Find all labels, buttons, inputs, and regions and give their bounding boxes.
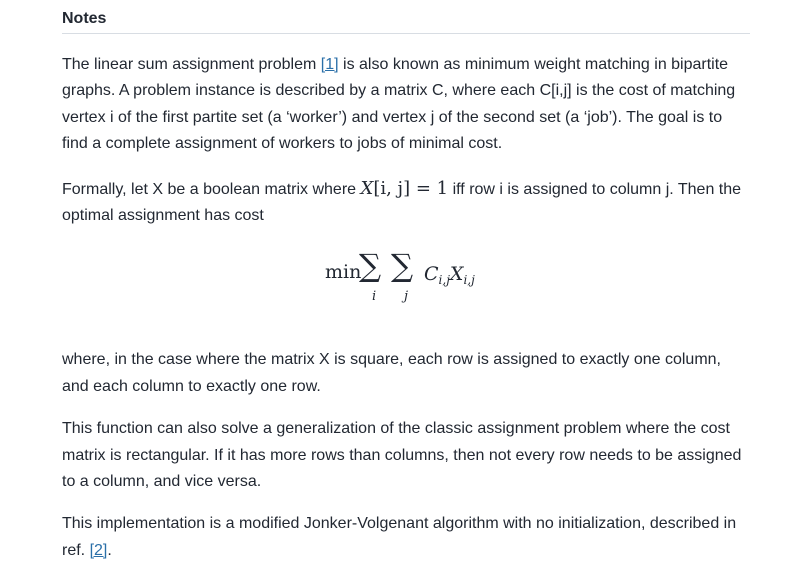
math-matrix-x: X — [360, 177, 374, 199]
paragraph-implementation — [62, 511, 750, 564]
cost-formula — [325, 237, 505, 331]
paragraph-text: . — [107, 541, 112, 559]
notes-heading: Notes — [62, 10, 107, 27]
paragraph-text: The linear sum assignment problem — [62, 56, 321, 73]
inline-math — [361, 178, 449, 199]
paragraph-text: This implementation is a modified Jonker-Volgenant algorithm with no initialization, described in ref. — [62, 515, 737, 559]
math-equals: = 1 — [410, 177, 449, 199]
math-indices: [i, j] — [373, 177, 411, 199]
sum-symbol-j: ∑ — [391, 248, 414, 285]
reference-link-2[interactable]: [2] — [89, 541, 108, 559]
notes-section — [62, 0, 750, 564]
paragraph-text: iff row i is assigned to column j. Then the optimal assignment has cost — [62, 180, 742, 225]
paragraph-text: Formally, let X be a boolean matrix where — [62, 180, 361, 198]
paragraph-text: is also known as minimum weight matching in bipartite graphs. A problem instance is described by a matrix C, where each C[i,j] is the cost of matching vertex i of the first partite set (a ‘worker’) and vertex j of the second set (a ‘job’). The goal is to find a complete assignment of workers to jobs of minimal cost. — [62, 56, 736, 153]
sum-limit-j: j — [404, 289, 409, 305]
formula-term — [424, 263, 475, 287]
formula-min: min — [325, 261, 362, 284]
paragraph-square: where, in the case where the matrix X is square, each row is assigned to exactly one column, and each column to exactly one row. — [62, 351, 721, 395]
heading-divider — [62, 33, 750, 34]
display-math — [62, 237, 750, 331]
formula-c: C — [424, 263, 439, 286]
paragraph-formal — [62, 176, 750, 230]
formula-x: X — [449, 263, 464, 286]
sum-limit-i: i — [372, 289, 377, 305]
formula-c-subscript: i,j — [438, 273, 450, 288]
formula-x-subscript: i,j — [463, 273, 475, 288]
paragraph-rectangular: This function can also solve a generalization of the classic assignment problem where the cost matrix is rectangular. If it has more rows than columns, then not every row needs to be assigned to a column, and vice versa. — [62, 420, 742, 491]
paragraph-definition — [62, 52, 750, 158]
sum-symbol-i: ∑ — [359, 248, 382, 285]
reference-link-1[interactable]: [1] — [320, 56, 339, 73]
